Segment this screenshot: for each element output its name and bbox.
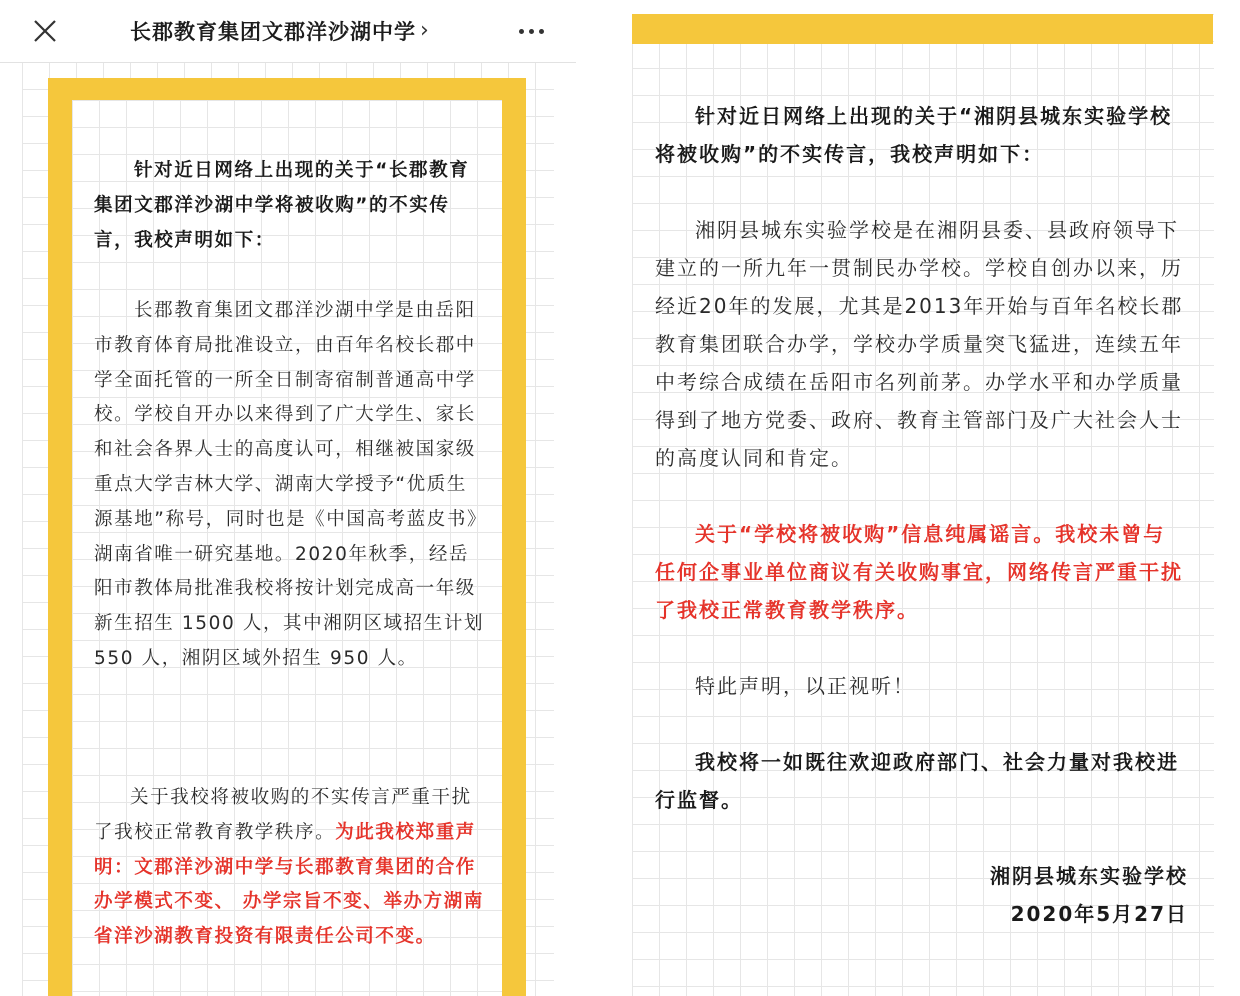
right-statement: 特此声明，以正视听！: [695, 674, 915, 698]
page-title: 长郡教育集团文郡洋沙湖中学: [130, 20, 416, 44]
signature-school: 湘阴县城东实验学校: [990, 864, 1188, 888]
more-icon-dot: [539, 29, 544, 34]
account-title-link[interactable]: [130, 16, 429, 46]
left-body-paragraph: 长郡教育集团文郡洋沙湖中学是由岳阳市教育体育局批准设立，由百年名校长郡中学全面托管的一所全日制寄宿制普通高中学校。学校自开办以来得到了广大学生、家长和社会各界人士的高度认可，相继被国家级重点大学吉林大学、湖南大学授予“优质生源基地”称号，同时也是《中国高考蓝皮书》湖南省唯一研究基地。2020年秋季，经岳阳市教体局批准我校将按计划完成高一年级新生招生 1500 人，其中湘阴区域招生计划 550 人，湘阴区域外招生 950 人。: [94, 300, 485, 669]
left-heading: 针对近日网络上出现的关于“长郡教育集团文郡洋沙湖中学将被收购”的不实传言，我校声明如下：: [94, 160, 470, 251]
right-body-paragraph: 湘阴县城东实验学校是在湘阴县委、县政府领导下建立的一所九年一贯制民办学校。学校自创办以来，历经近20年的发展，尤其是2013年开始与百年名校长郡教育集团联合办学，学校办学质量突飞猛进，连续五年中考综合成绩在岳阳市名列前茅。办学水平和办学质量得到了地方党委、政府、教育主管部门及广大社会人士的高度认同和肯定。: [655, 218, 1184, 470]
yellow-header-bar: [632, 14, 1213, 44]
right-screenshot: [600, 0, 1240, 996]
close-button[interactable]: [32, 18, 58, 44]
more-icon-dot: [529, 29, 534, 34]
left-declaration-red: 为此我校郑重声明：文郡洋沙湖中学与长郡教育集团的合作办学模式不变、 办学宗旨不变、举办方湖南省洋沙湖教育投资有限责任公司不变。: [94, 821, 484, 948]
signature-date: 2020年5月27日: [1010, 902, 1188, 926]
left-declaration-paragraph: [94, 781, 486, 955]
chevron-right-icon: ›: [420, 18, 429, 43]
left-screenshot: [0, 0, 576, 996]
more-options-button[interactable]: [514, 16, 548, 46]
right-heading: 针对近日网络上出现的关于“湘阴县城东实验学校将被收购”的不实传言，我校声明如下：: [655, 104, 1173, 166]
right-welcome-paragraph: 我校将一如既往欢迎政府部门、社会力量对我校进行监督。: [655, 750, 1179, 812]
left-declaration-plain: 关于我校将被收购的不实传言严重干扰了我校正常教育教学秩序。: [94, 787, 472, 843]
app-top-bar: [0, 0, 576, 63]
close-icon: [32, 18, 58, 44]
more-icon: [519, 29, 524, 34]
right-rumor-paragraph: 关于“学校将被收购”信息纯属谣言。我校未曾与任何企事业单位商议有关收购事宜，网络传言严重干扰了我校正常教育教学秩序。: [655, 522, 1183, 622]
